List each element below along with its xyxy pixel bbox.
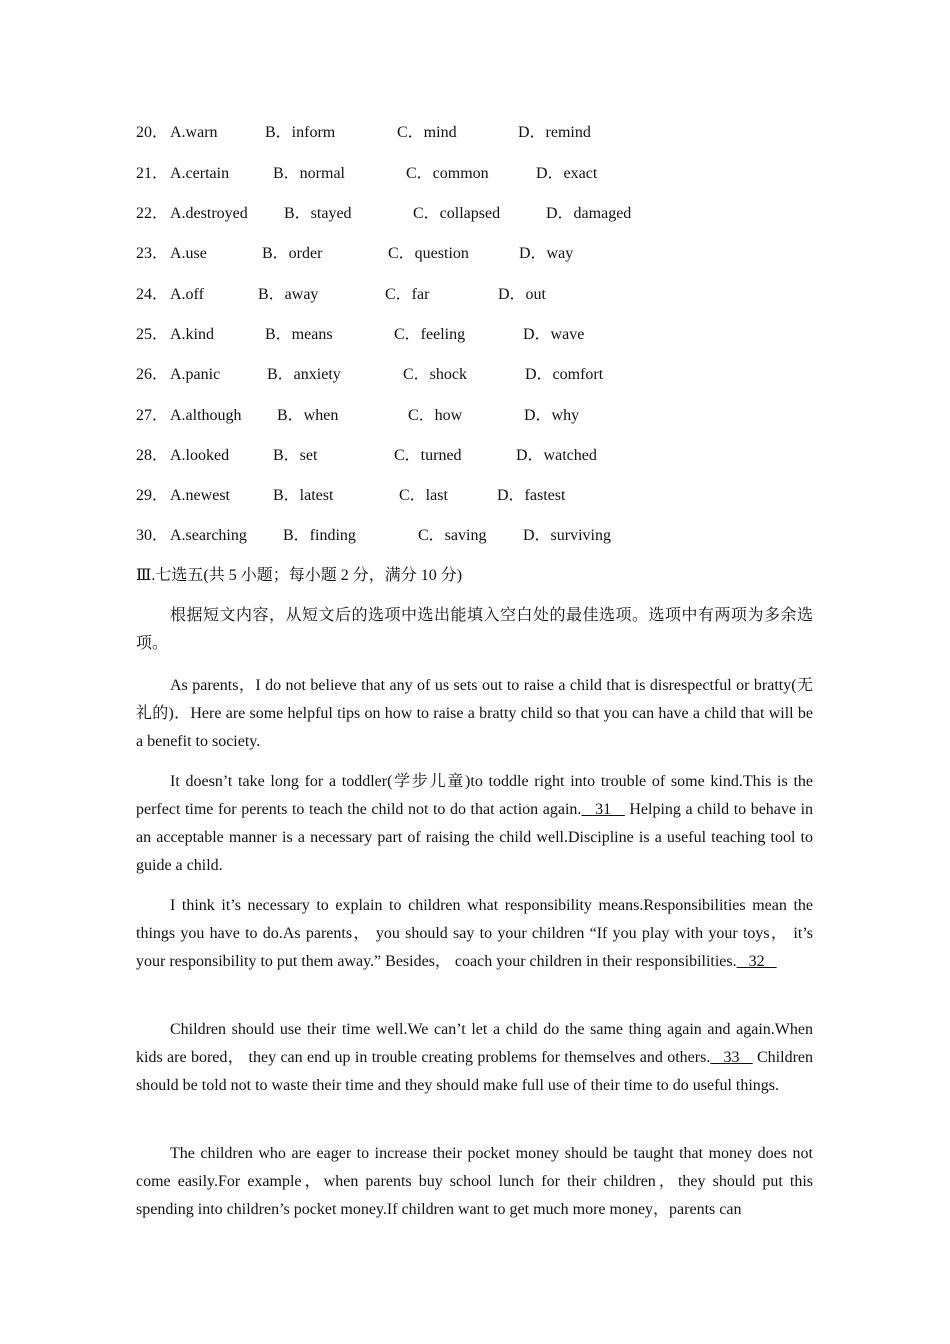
option-b: B．order <box>262 245 323 262</box>
question-28 <box>136 444 836 468</box>
option-d: D．surviving <box>523 527 612 544</box>
question-number: 23． <box>136 245 169 262</box>
option-d: D．way <box>519 245 574 262</box>
question-21 <box>136 162 836 186</box>
option-b: B．normal <box>273 165 345 182</box>
paragraph-text: Children should be told not to waste their time and they should make full use of their time to do useful things. <box>136 1049 813 1094</box>
question-number: 25． <box>136 326 169 343</box>
question-27 <box>136 404 836 428</box>
option-c: C．shock <box>403 366 468 383</box>
option-a: A.looked <box>170 447 230 464</box>
question-30 <box>136 524 836 548</box>
option-d: D．wave <box>523 326 585 343</box>
option-b: B．anxiety <box>267 366 341 383</box>
option-c: C．common <box>406 165 489 182</box>
option-b: B．stayed <box>284 205 352 222</box>
option-a: A.although <box>170 407 242 424</box>
option-a: A.panic <box>170 366 221 383</box>
passage-paragraph-1: As parents，I do not believe that any of us sets out to raise a child that is disrespectful or bratty(无礼的)．Here are some helpful tips on how to raise a bratty child so that you can have a child that will be a benefit to society. <box>136 677 813 750</box>
question-number: 22． <box>136 205 169 222</box>
option-b: B．latest <box>273 487 334 504</box>
question-number: 26． <box>136 366 169 383</box>
option-d: D．damaged <box>546 205 632 222</box>
option-c: C．how <box>408 407 463 424</box>
question-number: 21． <box>136 165 169 182</box>
passage-paragraph-4 <box>136 1016 813 1100</box>
question-number: 29． <box>136 487 169 504</box>
passage-paragraph-2 <box>136 768 813 880</box>
option-a: A.kind <box>170 326 214 343</box>
question-25 <box>136 323 836 347</box>
option-d: D．remind <box>518 124 591 141</box>
paragraph-text: Helping a child to behave in an acceptable manner is a necessary part of raising the child well.Discipline is a useful teaching tool to guide a child. <box>136 801 814 874</box>
option-c: C．turned <box>394 447 462 464</box>
instructions-paragraph: 根据短文内容，从短文后的选项中选出能填入空白处的最佳选项。选项中有两项为多余选项。 <box>136 607 813 652</box>
option-b: B．set <box>273 447 318 464</box>
option-d: D．exact <box>536 165 598 182</box>
option-d: D．comfort <box>525 366 604 383</box>
option-a: A.certain <box>170 165 230 182</box>
paragraph-text: I think it’s necessary to explain to children what responsibility means.Responsibilities mean the things you have to do.As parents， you should say to your children “If you play with your toys， it’s your responsibility to put them away.” Besides， coach your children in their responsibilities. <box>136 897 813 970</box>
question-23 <box>136 242 836 266</box>
question-number: 28． <box>136 447 169 464</box>
option-c: C．saving <box>418 527 487 544</box>
blank-32: 32 <box>736 953 777 970</box>
option-a: A.warn <box>170 124 218 141</box>
paragraph-text: Children should use their time well.We can’t let a child do the same thing again and again.When kids are bored， they can end up in trouble creating problems for themselves and others. <box>136 1021 813 1066</box>
question-22 <box>136 202 836 226</box>
option-a: A.off <box>170 286 204 303</box>
question-26 <box>136 363 836 387</box>
option-d: D．why <box>524 407 580 424</box>
option-d: D．fastest <box>497 487 566 504</box>
option-c: C．question <box>388 245 469 262</box>
option-b: B．means <box>265 326 333 343</box>
question-number: 27． <box>136 407 169 424</box>
question-20 <box>136 121 836 145</box>
blank-33: 33 <box>710 1049 753 1066</box>
option-b: B．inform <box>265 124 336 141</box>
option-c: C．mind <box>397 124 457 141</box>
question-number: 30． <box>136 527 169 544</box>
passage-paragraph-5: The children who are eager to increase their pocket money should be taught that money does not come easily.For example，when parents buy school lunch for their children，they should put this spending into children’s pocket money.If children want to get much more money，parents can <box>136 1145 813 1218</box>
option-a: A.searching <box>170 527 247 544</box>
option-a: A.newest <box>170 487 230 504</box>
option-c: C．collapsed <box>413 205 501 222</box>
question-number: 24． <box>136 286 169 303</box>
option-d: D．watched <box>516 447 597 464</box>
option-b: B．away <box>258 286 319 303</box>
section-heading: Ⅲ.七选五(共 5 小题；每小题 2 分，满分 10 分) <box>136 567 463 584</box>
option-d: D．out <box>498 286 547 303</box>
blank-31: 31 <box>581 801 625 818</box>
passage-paragraph-3 <box>136 892 813 976</box>
option-b: B．when <box>277 407 339 424</box>
option-a: A.destroyed <box>170 205 248 222</box>
option-c: C．feeling <box>394 326 466 343</box>
option-c: C．last <box>399 487 448 504</box>
paragraph-text: It doesn’t take long for a toddler(学步儿童)to toddle right into trouble of some kind.This is the perfect time for perents to teach the child not to do that action again. <box>136 773 813 818</box>
question-24 <box>136 283 836 307</box>
option-b: B．finding <box>283 527 356 544</box>
question-number: 20． <box>136 124 169 141</box>
option-c: C．far <box>385 286 430 303</box>
option-a: A.use <box>170 245 207 262</box>
question-29 <box>136 484 836 508</box>
